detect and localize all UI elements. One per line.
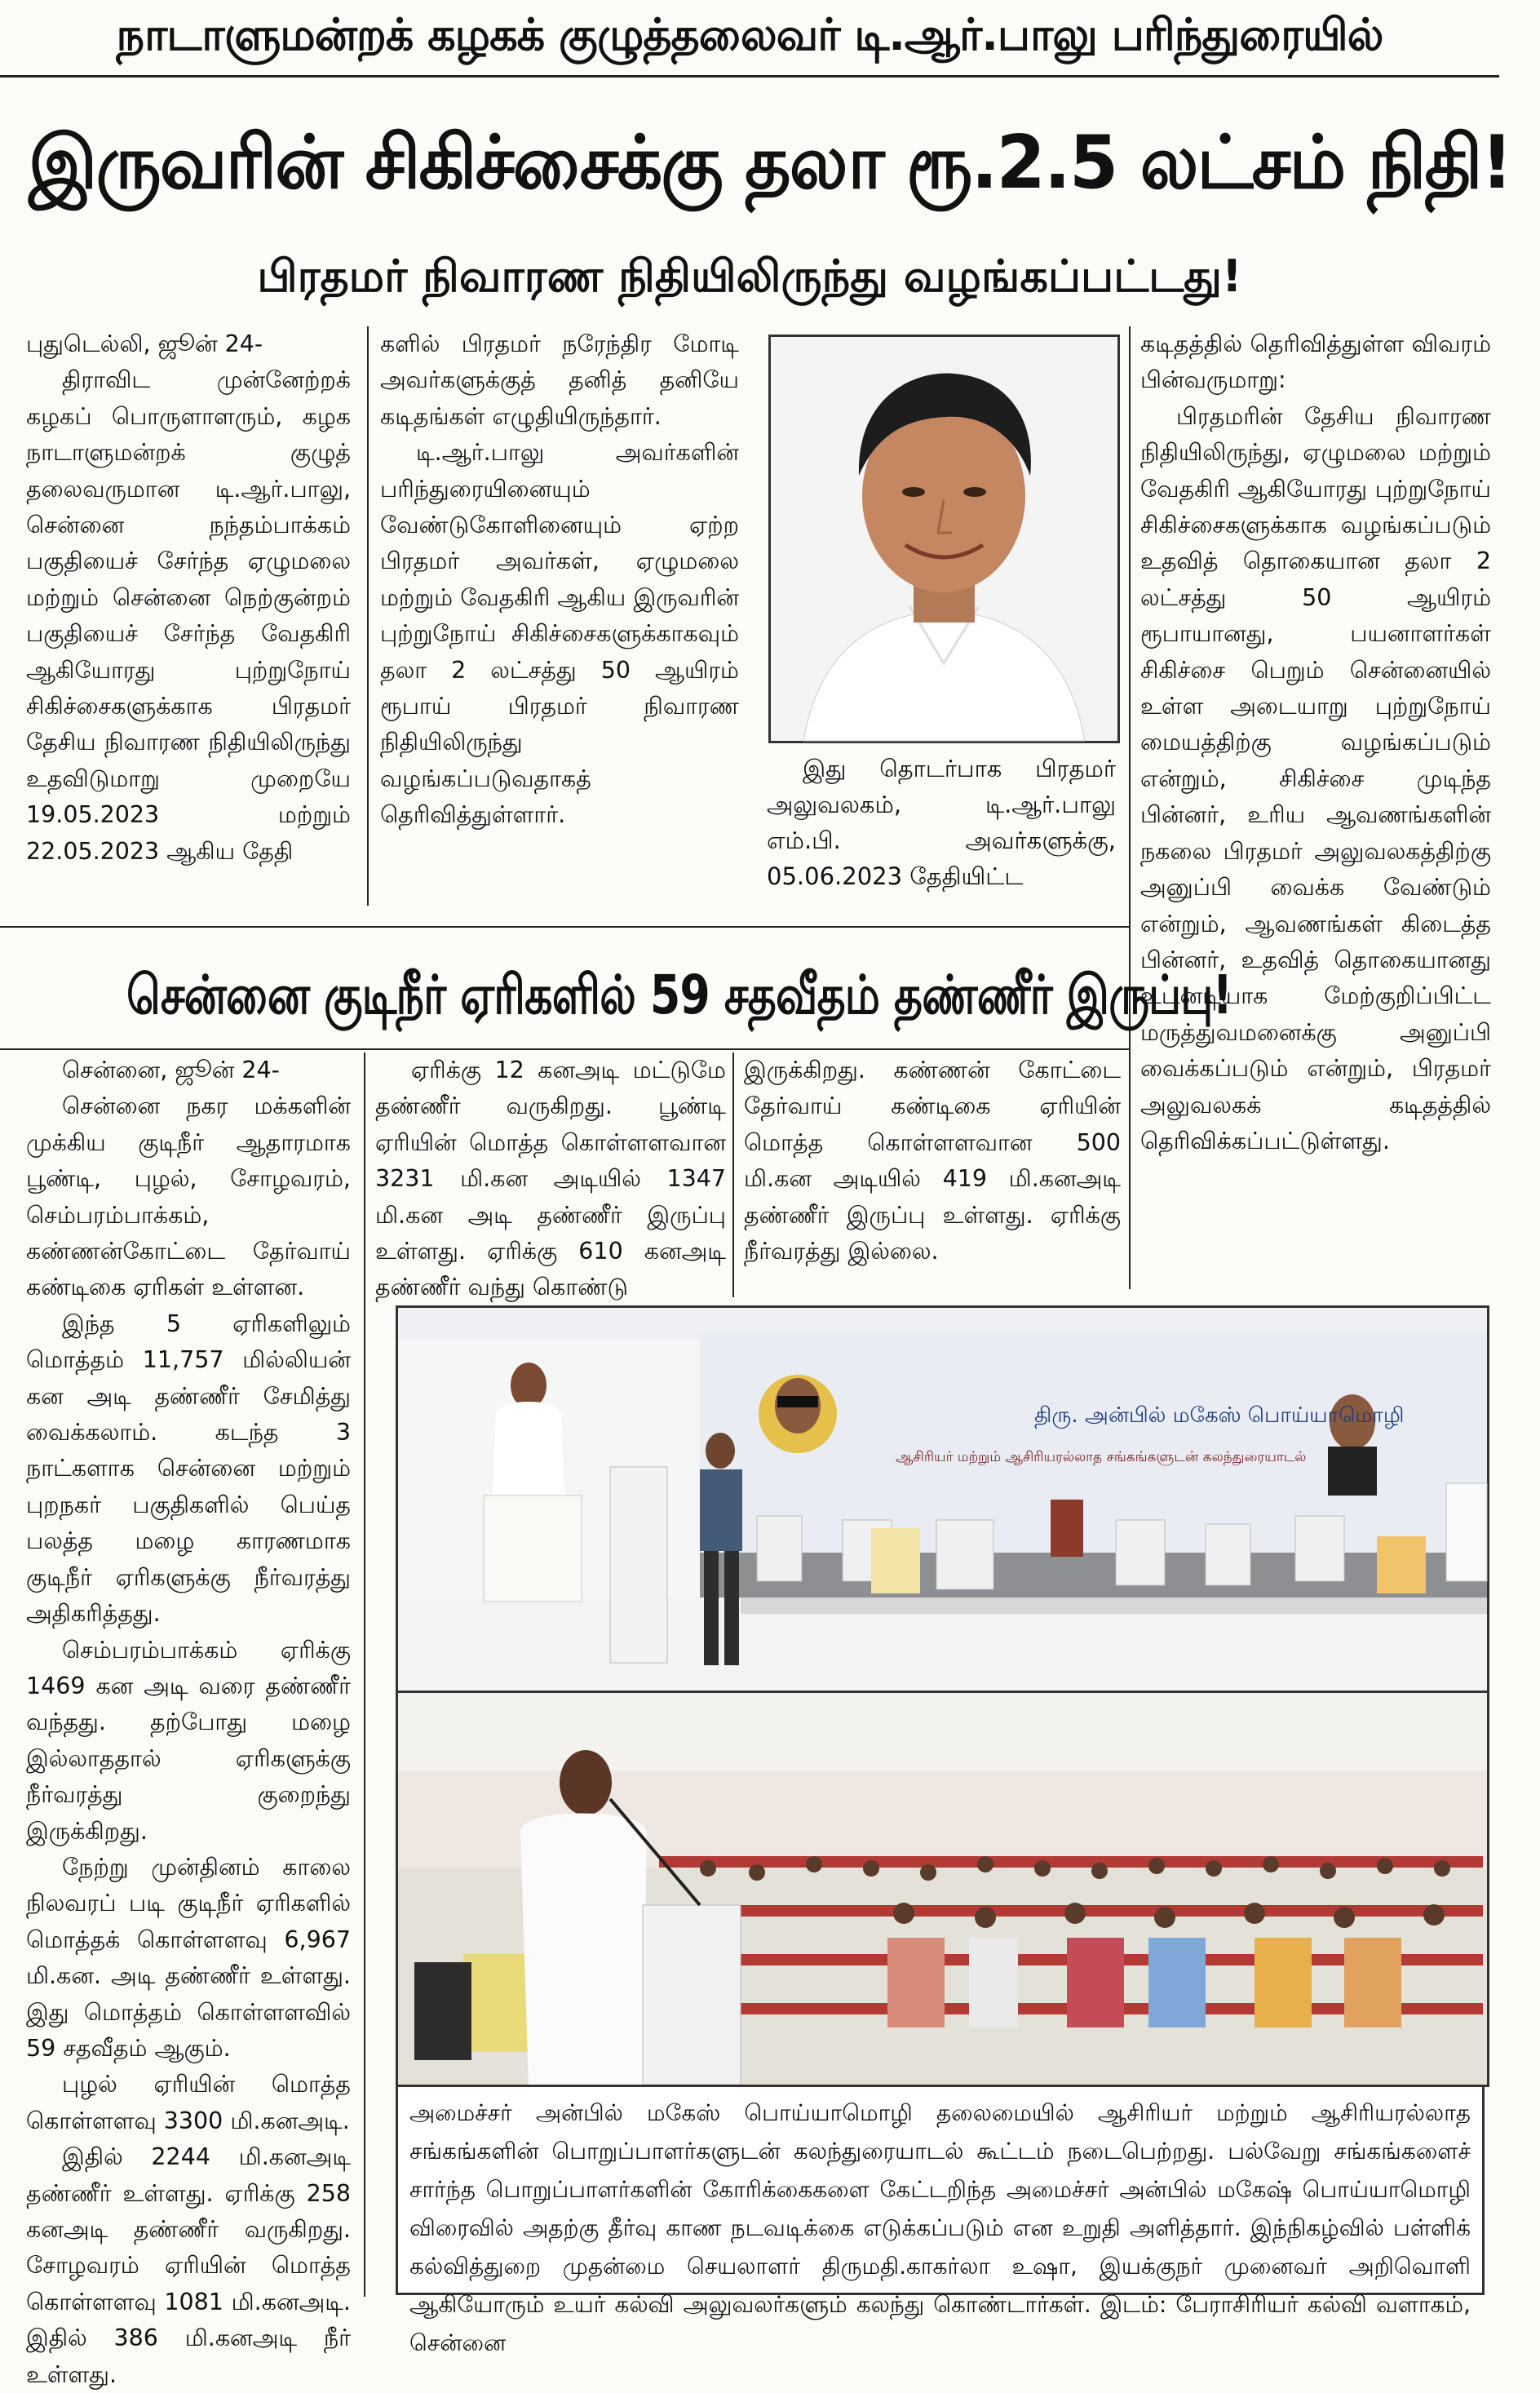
- column-divider: [364, 1052, 365, 2297]
- article2-para: இதில் 2244 மி.கனஅடி தண்ணீர் உள்ளது. ஏரிக்கு 258 கனஅடி தண்ணீர் வருகிறது. சோழவரம் ஏரியின் மொத்த கொள்ளளவு 1081 மி.கனஅடி. இதில் 386 மி.கனஅடி நீர் உள்ளது.: [26, 2143, 351, 2388]
- article2-column-2: [375, 1052, 726, 1301]
- portrait-image: [771, 337, 1117, 741]
- banner-name-text: திரு. அன்பில் மகேஸ் பொய்யாமொழி: [1034, 1403, 1405, 1428]
- article2-column-1: [26, 1052, 351, 2388]
- article2-para: ஏரிக்கு 12 கனஅடி மட்டுமே தண்ணீர் வருகிறது. பூண்டி ஏரியின் மொத்த கொள்ளளவான 3231 மி.கன அடியில் 1347 மி.கன அடி தண்ணீர் இருப்பு உள்ளது. ஏரிக்கு 610 கனஅடி தண்ணீர் வந்து கொண்டு: [375, 1057, 726, 1301]
- event-photo-caption: அமைச்சர் அன்பில் மகேஸ் பொய்யாமொழி தலைமையில் ஆசிரியர் மற்றும் ஆசிரியரல்லாத சங்கங்களின் பொறுப்பாளர்களுடன் கலந்துரையாடல் கூட்டம் நடைபெற்றது. பல்வேறு சங்கங்களைச் சார்ந்த பொறுப்பாளர்களின் கோரிக்கைகளை கேட்டறிந்த அமைச்சர் அன்பில் மகேஷ் பொய்யாமொழி விரைவில் அதற்கு தீர்வு காண நடவடிக்கை எடுக்கப்படும் என உறுதி அளித்தார். இந்நிகழ்வில் பள்ளிக் கல்வித்துறை முதன்மை செயலாளர் திருமதி.காகர்லா உஷா, இயக்குநர் முனைவர் அறிவொளி ஆகியோரும் உயர் கல்வி அலுவலர்களும் கலந்து கொண்டார்கள். இடம்: பேராசிரியர் கல்வி வளாகம், சென்னை: [396, 2085, 1485, 2295]
- event-photo-audience: [396, 1691, 1489, 2087]
- banner-line-text: ஆசிரியர் மற்றும் ஆசிரியரல்லாத சங்கங்களுடன் கலந்துரையாடல்: [896, 1449, 1307, 1465]
- subheadline: பிரதமர் நிவாரண நிதியிலிருந்து வழங்கப்பட்டது!: [257, 250, 1242, 302]
- portrait-photo: [768, 335, 1120, 743]
- article1-column-2: [380, 326, 739, 906]
- article2-para: செம்பரம்பாக்கம் ஏரிக்கு 1469 கன அடி வரை தண்ணீர் வந்தது. தற்போது மழை இல்லாததால் ஏரிகளுக்கு நீர்வரத்து குறைந்து இருக்கிறது.: [26, 1636, 351, 1845]
- column-divider: [1129, 326, 1131, 1289]
- article2-column-3: [744, 1052, 1121, 1297]
- event-photo-stage: [396, 1305, 1489, 1694]
- article1-para: கடிதத்தில் தெரிவித்துள்ள விவரம் பின்வருமாறு:: [1140, 330, 1491, 394]
- kicker-rule: [0, 75, 1499, 78]
- audience-image: [398, 1693, 1487, 2085]
- article1-para: டி.ஆர்.பாலு அவர்களின் பரிந்துரையினையும் வேண்டுகோளினையும் ஏற்ற பிரதமர் அவர்கள், ஏழுமலை மற்றும் வேதகிரி ஆகிய இருவரின் புற்றுநோய் சிகிச்சைகளுக்காகவும் தலா 2 லட்சத்து 50 ஆயிரம் ரூபாய் பிரதமர் நிவாரண நிதியிலிருந்து வழங்கப்படுவதாகத் தெரிவித்துள்ளார்.: [380, 439, 739, 829]
- kicker-headline: நாடாளுமன்றக் கழகக் குழுத்தலைவர் டி.ஆர்.பாலு பரிந்துரையில்: [116, 9, 1383, 60]
- column-divider: [732, 1052, 734, 1297]
- article1-column-1: [26, 326, 351, 906]
- article2-para: புழல் ஏரியின் மொத்த கொள்ளளவு 3300 மி.கனஅடி.: [26, 2071, 351, 2134]
- main-headline: இருவரின் சிகிச்சைக்கு தலா ரூ.2.5 லட்சம் நிதி!: [29, 120, 1512, 206]
- article-separator: [0, 926, 1129, 928]
- article2-dateline: சென்னை, ஜூன் 24-: [62, 1057, 280, 1083]
- article1-para: திராவிட முன்னேற்றக் கழகப் பொருளாளரும், கழக நாடாளுமன்றக் குழுத் தலைவருமான டி.ஆர்.பாலு, சென்னை நந்தம்பாக்கம் பகுதியைச் சேர்ந்த ஏழுமலை மற்றும் சென்னை நெற்குன்றம் பகுதியைச் சேர்ந்த வேதகிரி ஆகியோரது புற்றுநோய் சிகிச்சைகளுக்காக பிரதமர் தேசிய நிவாரண நிதியிலிருந்து உதவிடுமாறு முறையே 19.05.2023 மற்றும் 22.05.2023 ஆகிய தேதி: [26, 366, 351, 865]
- stage-image: [398, 1308, 1487, 1691]
- article1-para: இது தொடர்பாக பிரதமர் அலுவலகம், டி.ஆர்.பாலு எம்.பி. அவர்களுக்கு, 05.06.2023 தேதியிட்ட: [767, 755, 1116, 890]
- article2-para: சென்னை நகர மக்களின் முக்கிய குடிநீர் ஆதாரமாக பூண்டி, புழல், சோழவரம், செம்பரம்பாக்கம், கண்ணன்கோட்டை தேர்வாய் கண்டிகை ஏரிகள் உள்ளன.: [26, 1092, 351, 1301]
- article2-para: இந்த 5 ஏரிகளிலும் மொத்தம் 11,757 மில்லியன் கன அடி தண்ணீர் சேமித்து வைக்கலாம். கடந்த 3 நாட்களாக சென்னை மற்றும் புறநகர் பகுதிகளில் பெய்த பலத்த மழை காரணமாக குடிநீர் ஏரிகளுக்கு நீர்வரத்து அதிகரித்தது.: [26, 1310, 351, 1628]
- portrait-caption-column: [767, 751, 1116, 894]
- article2-para: நேற்று முன்தினம் காலை நிலவரப் படி குடிநீர் ஏரிகளில் மொத்தக் கொள்ளளவு 6,967 மி.கன. அடி தண்ணீர் உள்ளது. இது மொத்தம் கொள்ளளவில் 59 சதவீதம் ஆகும்.: [26, 1853, 351, 2062]
- article1-column-4: [1140, 326, 1491, 1289]
- article1-dateline: புதுடெல்லி, ஜூன் 24-: [26, 330, 263, 357]
- article1-para: களில் பிரதமர் நரேந்திர மோடி அவர்களுக்குத் தனித் தனியே கடிதங்கள் எழுதியிருந்தார்.: [380, 330, 739, 430]
- article2-para: இருக்கிறது. கண்ணன் கோட்டை தேர்வாய் கண்டிகை ஏரியின் மொத்த கொள்ளளவான 500 மி.கன அடியில் 419 மி.கனஅடி தண்ணீர் இருப்பு உள்ளது. ஏரிக்கு நீர்வரத்து இல்லை.: [744, 1057, 1121, 1265]
- article1-para: பிரதமரின் தேசிய நிவாரண நிதியிலிருந்து, ஏழுமலை மற்றும் வேதகிரி ஆகியோரது புற்றுநோய் சிகிச்சைகளுக்காக வழங்கப்படும் உதவித் தொகையான தலா 2 லட்சத்து 50 ஆயிரம் ரூபாயானது, பயனாளர்கள் சிகிச்சை பெறும் சென்னையில் உள்ள அடையாறு புற்றுநோய் மையத்திற்கு வழங்கப்படும் என்றும், சிகிச்சை முடிந்த பின்னர், உரிய ஆவணங்களின் நகலை பிரதமர் அலுவலகத்திற்கு அனுப்பி வைக்க வேண்டும் என்றும், ஆவணங்கள் கிடைத்த பின்னர், உதவித் தொகையானது உடனடியாக மேற்குறிப்பிட்ட மருத்துவமனைக்கு அனுப்பி வைக்கப்படும் என்றும், பிரதமர் அலுவலகக் கடிதத்தில் தெரிவிக்கப்பட்டுள்ளது.: [1140, 402, 1491, 1154]
- article2-headline: சென்னை குடிநீர் ஏரிகளில் 59 சதவீதம் தண்ணீர் இருப்பு!: [126, 964, 1232, 1026]
- article-separator: [0, 1048, 1129, 1050]
- column-divider: [367, 326, 369, 906]
